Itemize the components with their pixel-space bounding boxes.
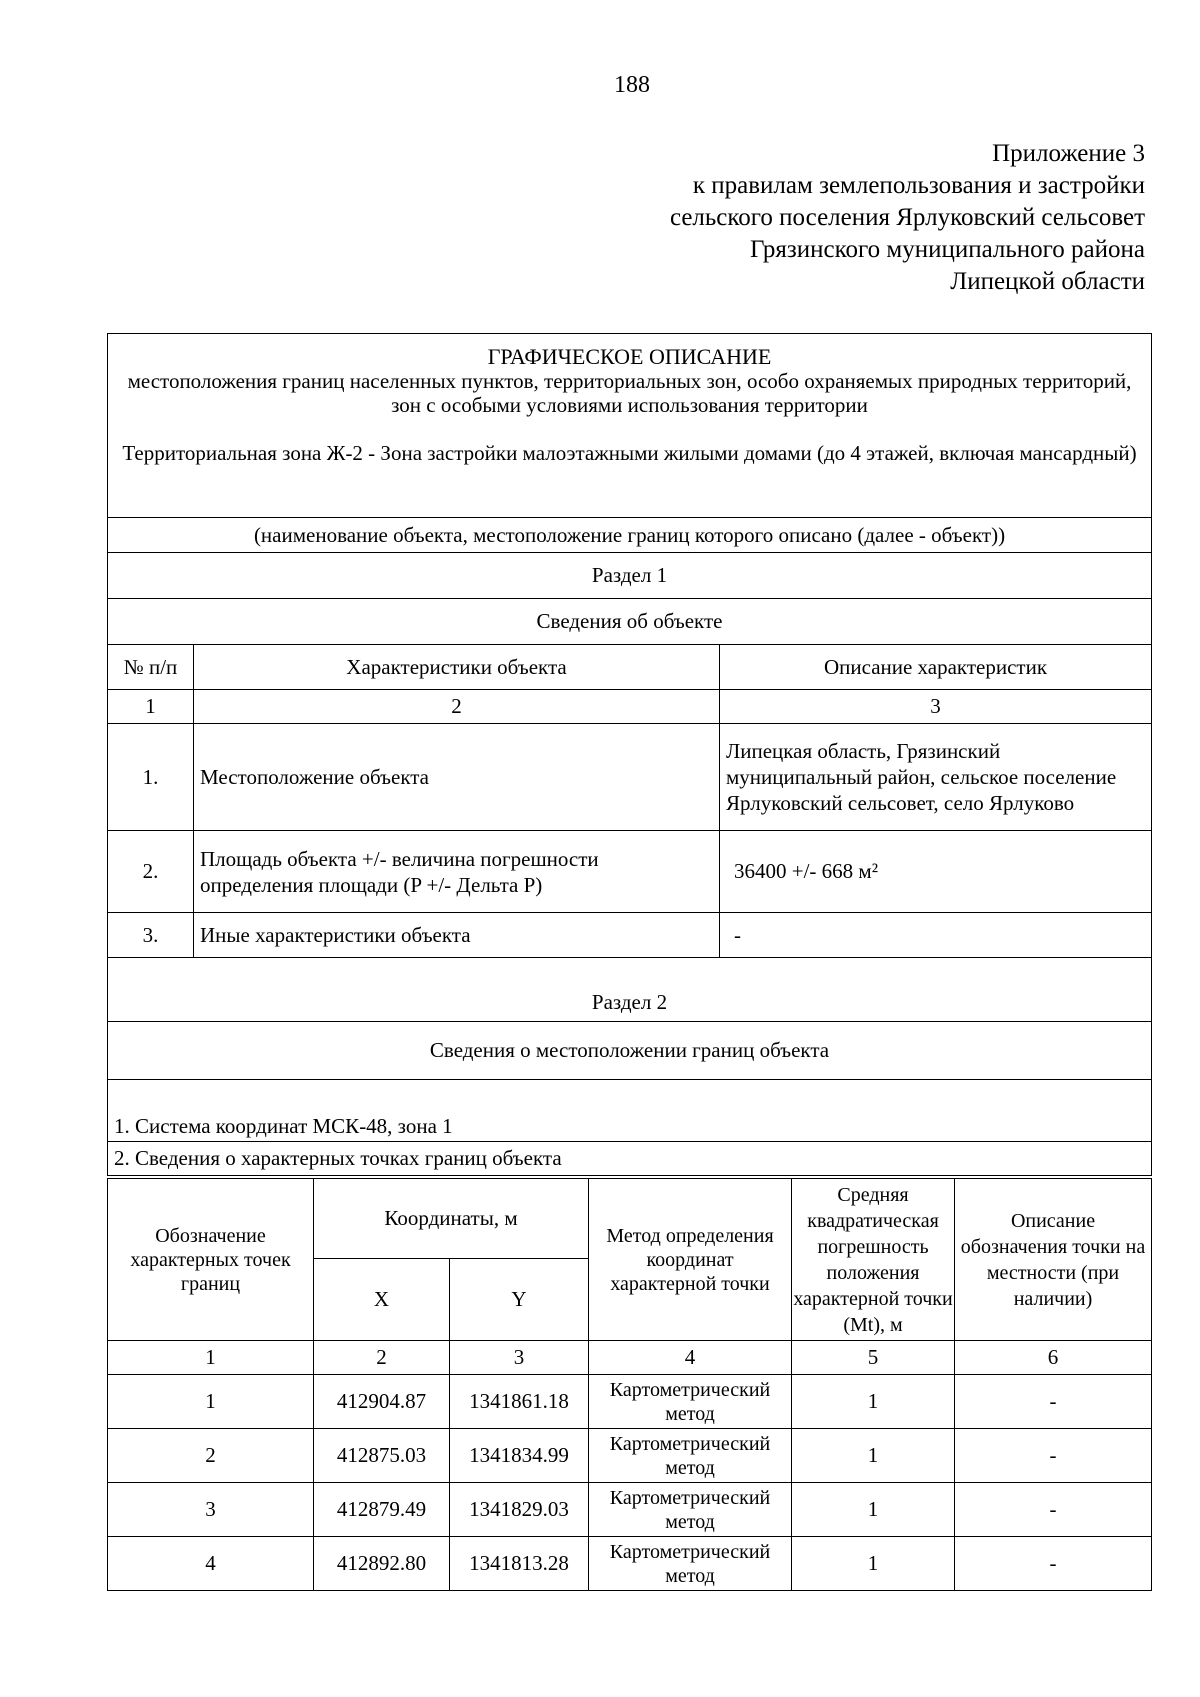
column-number: 1: [108, 1341, 314, 1375]
section2-title-row: [108, 958, 1152, 1022]
object-name: Территориальная зона Ж-2 - Зона застройки малоэтажными жилыми домами (до 4 этажей, включая мансардный): [122, 441, 1137, 465]
points-heading-row: [108, 1142, 1152, 1176]
point-x: 412879.49: [314, 1483, 450, 1537]
column-number: 5: [792, 1341, 955, 1375]
section1-title-row: [108, 553, 1152, 599]
object-caption: (наименование объекта, местоположение границ которого описано (далее - объект)): [108, 518, 1152, 553]
description-cell: Липецкая область, Грязинский муниципальный район, сельское поселение Ярлуковский сельсовет, село Ярлуково: [720, 724, 1152, 831]
points-column-numbers: [108, 1341, 1152, 1375]
section2-title: Раздел 2: [108, 958, 1152, 1022]
point-x: 412904.87: [314, 1375, 450, 1429]
section1-subtitle-row: [108, 599, 1152, 645]
point-x: 412892.80: [314, 1537, 450, 1591]
page-number: 188: [614, 72, 650, 98]
point-description: -: [955, 1429, 1152, 1483]
column-number: 6: [955, 1341, 1152, 1375]
method-header: Метод определения координат характерной точки: [589, 1179, 792, 1341]
column-header: Описание характеристик: [720, 645, 1152, 690]
column-header: Характеристики объекта: [194, 645, 720, 690]
column-number: 2: [314, 1341, 450, 1375]
appendix-line: сельского поселения Ярлуковский сельсовет: [669, 204, 1145, 231]
points-header-row: [108, 1179, 1152, 1259]
point-mt: 1: [792, 1375, 955, 1429]
point-method: Картометрический метод: [589, 1483, 792, 1537]
coordinates-header: Координаты, м: [314, 1179, 589, 1259]
point-description: -: [955, 1375, 1152, 1429]
point-method: Картометрический метод: [589, 1429, 792, 1483]
section2-subtitle-row: [108, 1022, 1152, 1080]
coord-system: 1. Система координат МСК-48, зона 1: [108, 1080, 1152, 1142]
object-info-table: [107, 333, 1152, 1176]
point-id: 4: [108, 1537, 314, 1591]
section2-subtitle: Сведения о местоположении границ объекта: [108, 1022, 1152, 1080]
point-description-header: Описание обозначения точки на местности (при наличии): [955, 1179, 1152, 1341]
point-y: 1341813.28: [450, 1537, 589, 1591]
row-number: 3.: [108, 913, 194, 958]
table-row: [108, 913, 1152, 958]
characteristic-cell: Иные характеристики объекта: [194, 913, 720, 958]
point-mt: 1: [792, 1429, 955, 1483]
document-title: ГРАФИЧЕСКОЕ ОПИСАНИЕ: [487, 344, 772, 369]
table-row: [108, 1483, 1152, 1537]
coord-system-row: [108, 1080, 1152, 1142]
characteristic-cell: Местоположение объекта: [194, 724, 720, 831]
appendix-line: к правилам землепользования и застройки: [692, 172, 1145, 199]
point-method: Картометрический метод: [589, 1537, 792, 1591]
x-header: X: [314, 1259, 450, 1341]
point-mt: 1: [792, 1537, 955, 1591]
table-row: [108, 1375, 1152, 1429]
table-row: [108, 724, 1152, 831]
point-y: 1341829.03: [450, 1483, 589, 1537]
header-row: [108, 334, 1152, 518]
section1-title: Раздел 1: [108, 553, 1152, 599]
column-number: 3: [450, 1341, 589, 1375]
appendix-line: Грязинского муниципального района: [750, 236, 1145, 263]
y-header: Y: [450, 1259, 589, 1341]
column-number: 2: [194, 690, 720, 724]
point-mt: 1: [792, 1483, 955, 1537]
column-number: 1: [108, 690, 194, 724]
column-header: № п/п: [108, 645, 194, 690]
section1-column-headers: [108, 645, 1152, 690]
characteristic-cell: Площадь объекта +/- величина погрешности определения площади (P +/- Дельта P): [194, 831, 720, 913]
point-id: 2: [108, 1429, 314, 1483]
appendix-block: [670, 138, 1145, 298]
boundary-points-table: [107, 1178, 1152, 1591]
point-description: -: [955, 1483, 1152, 1537]
row-number: 1.: [108, 724, 194, 831]
point-id: 3: [108, 1483, 314, 1537]
point-id: 1: [108, 1375, 314, 1429]
appendix-line: Липецкой области: [950, 268, 1145, 295]
designation-header: Обозначение характерных точек границ: [108, 1179, 314, 1341]
point-y: 1341861.18: [450, 1375, 589, 1429]
section1-subtitle: Сведения об объекте: [108, 599, 1152, 645]
table-row: [108, 831, 1152, 913]
section1-column-numbers: [108, 690, 1152, 724]
table-row: [108, 1537, 1152, 1591]
column-number: 3: [720, 690, 1152, 724]
point-description: -: [955, 1537, 1152, 1591]
appendix-line: Приложение 3: [992, 140, 1145, 167]
table-row: [108, 1429, 1152, 1483]
point-y: 1341834.99: [450, 1429, 589, 1483]
description-cell: -: [720, 913, 1152, 958]
document-subtitle: местоположения границ населенных пунктов, территориальных зон, особо охраняемых природных территорий, зон с особыми условиями использования территории: [127, 369, 1132, 417]
points-heading: 2. Сведения о характерных точках границ объекта: [108, 1142, 1152, 1176]
column-number: 4: [589, 1341, 792, 1375]
error-header: Средняя квадратическая погрешность положения характерной точки (Mt), м: [792, 1179, 955, 1341]
caption-row: [108, 518, 1152, 553]
description-cell: 36400 +/- 668 м²: [720, 831, 1152, 913]
point-x: 412875.03: [314, 1429, 450, 1483]
row-number: 2.: [108, 831, 194, 913]
point-method: Картометрический метод: [589, 1375, 792, 1429]
